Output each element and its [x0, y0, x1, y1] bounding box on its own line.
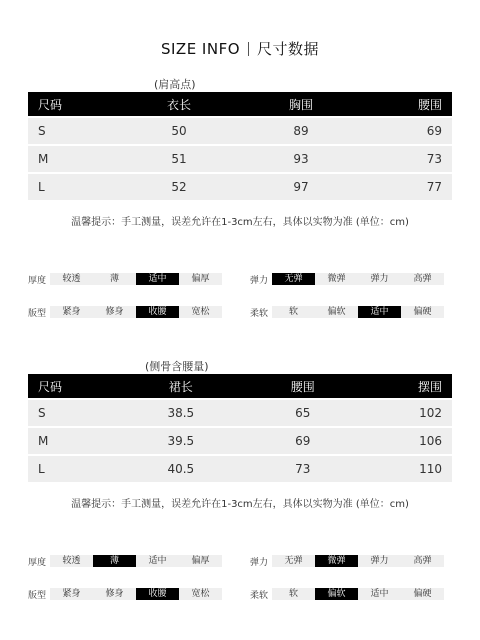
attribute-option-selected: 无弹 [272, 273, 315, 285]
attribute-thickness [28, 273, 222, 285]
table-header-row [28, 92, 452, 117]
table-cell: 50 [118, 117, 240, 145]
attribute-label: 柔软 [250, 590, 269, 601]
attribute-option: 宽松 [191, 589, 210, 599]
table-row [28, 399, 452, 427]
column-header: 胸围 [240, 92, 362, 117]
table-cell: 77 [362, 173, 452, 200]
attribute-option: 薄 [109, 274, 119, 284]
attribute-option: 适中 [148, 556, 167, 566]
attribute-option: 软 [288, 589, 298, 599]
measurement-tip: 温馨提示：手工测量，误差允许在1-3cm左右，具体以实物为准 (单位：cm) [71, 217, 409, 228]
attribute-option: 紧身 [62, 589, 81, 599]
attribute-option: 偏厚 [191, 556, 210, 566]
title-divider [248, 42, 249, 56]
measure-note: (侧骨含腰量) [145, 360, 209, 373]
attribute-option: 高弹 [413, 274, 432, 284]
attribute-label: 厚度 [28, 557, 47, 568]
table-row [28, 145, 452, 173]
attribute-option-selected: 偏软 [315, 588, 358, 600]
attribute-scale [50, 555, 222, 567]
table-cell: L [28, 455, 118, 482]
attribute-label: 弹力 [250, 275, 269, 286]
column-header: 衣长 [118, 92, 240, 117]
table-cell: 51 [118, 145, 240, 173]
attribute-option: 软 [288, 307, 298, 317]
attribute-elasticity [250, 555, 444, 567]
attribute-label: 弹力 [250, 557, 269, 568]
table-cell: 106 [362, 427, 452, 455]
attribute-scale [50, 306, 222, 318]
attribute-option: 弹力 [370, 556, 389, 566]
attribute-scale [50, 273, 222, 285]
attribute-option-selected: 微弹 [315, 555, 358, 567]
attribute-option: 偏硬 [413, 589, 432, 599]
table-cell: 102 [362, 399, 452, 427]
attribute-option: 弹力 [370, 274, 389, 284]
table-row [28, 117, 452, 145]
table-cell: L [28, 173, 118, 200]
attribute-scale [272, 555, 444, 567]
attribute-option: 较透 [62, 274, 81, 284]
attribute-option: 偏厚 [191, 274, 210, 284]
attribute-option: 紧身 [62, 307, 81, 317]
attribute-option: 无弹 [284, 556, 303, 566]
table-cell: 73 [362, 145, 452, 173]
attribute-label: 厚度 [28, 275, 47, 286]
attribute-option-selected: 收腰 [136, 588, 179, 600]
table-cell: 38.5 [118, 399, 244, 427]
attribute-scale [50, 588, 222, 600]
attribute-option: 偏软 [327, 307, 346, 317]
column-header: 裙长 [118, 374, 244, 399]
table-header-row [28, 374, 452, 399]
column-header: 腰围 [362, 92, 452, 117]
attribute-option-selected: 薄 [93, 555, 136, 567]
attribute-option: 修身 [105, 589, 124, 599]
table-cell: 52 [118, 173, 240, 200]
table-cell: M [28, 145, 118, 173]
attribute-option-selected: 适中 [136, 273, 179, 285]
title-english: SIZE INFO [160, 40, 241, 58]
column-header: 尺码 [28, 92, 118, 117]
table-cell: 65 [244, 399, 362, 427]
table-cell: 93 [240, 145, 362, 173]
table-cell: 39.5 [118, 427, 244, 455]
table-cell: 89 [240, 117, 362, 145]
attribute-softness [250, 588, 444, 600]
attribute-option-selected: 适中 [358, 306, 401, 318]
page-title [0, 38, 480, 59]
attribute-option: 适中 [370, 589, 389, 599]
column-header: 腰围 [244, 374, 362, 399]
attribute-option: 修身 [105, 307, 124, 317]
attribute-thickness [28, 555, 222, 567]
attribute-option: 偏硬 [413, 307, 432, 317]
table-row [28, 427, 452, 455]
measurement-tip: 温馨提示：手工测量，误差允许在1-3cm左右，具体以实物为准 (单位：cm) [71, 499, 409, 510]
column-header: 摆围 [362, 374, 452, 399]
table-cell: 40.5 [118, 455, 244, 482]
attribute-scale [272, 306, 444, 318]
attribute-softness [250, 306, 444, 318]
attribute-option: 较透 [62, 556, 81, 566]
column-header: 尺码 [28, 374, 118, 399]
attribute-scale [272, 588, 444, 600]
table-cell: 97 [240, 173, 362, 200]
size-table [28, 92, 452, 200]
table-cell: 73 [244, 455, 362, 482]
title-chinese: 尺寸数据 [257, 40, 320, 58]
table-row [28, 455, 452, 482]
attribute-fit [28, 306, 222, 318]
measure-note: (肩高点) [154, 78, 196, 91]
attribute-option: 高弹 [413, 556, 432, 566]
attribute-option-selected: 收腰 [136, 306, 179, 318]
attribute-label: 版型 [28, 590, 47, 601]
size-table [28, 374, 452, 482]
attribute-option: 微弹 [327, 274, 346, 284]
table-cell: 69 [244, 427, 362, 455]
table-cell: 69 [362, 117, 452, 145]
table-cell: 110 [362, 455, 452, 482]
attribute-label: 版型 [28, 308, 47, 319]
attribute-scale [272, 273, 444, 285]
table-cell: S [28, 399, 118, 427]
table-cell: M [28, 427, 118, 455]
table-row [28, 173, 452, 200]
attribute-fit [28, 588, 222, 600]
attribute-elasticity [250, 273, 444, 285]
attribute-option: 宽松 [191, 307, 210, 317]
attribute-label: 柔软 [250, 308, 269, 319]
table-cell: S [28, 117, 118, 145]
